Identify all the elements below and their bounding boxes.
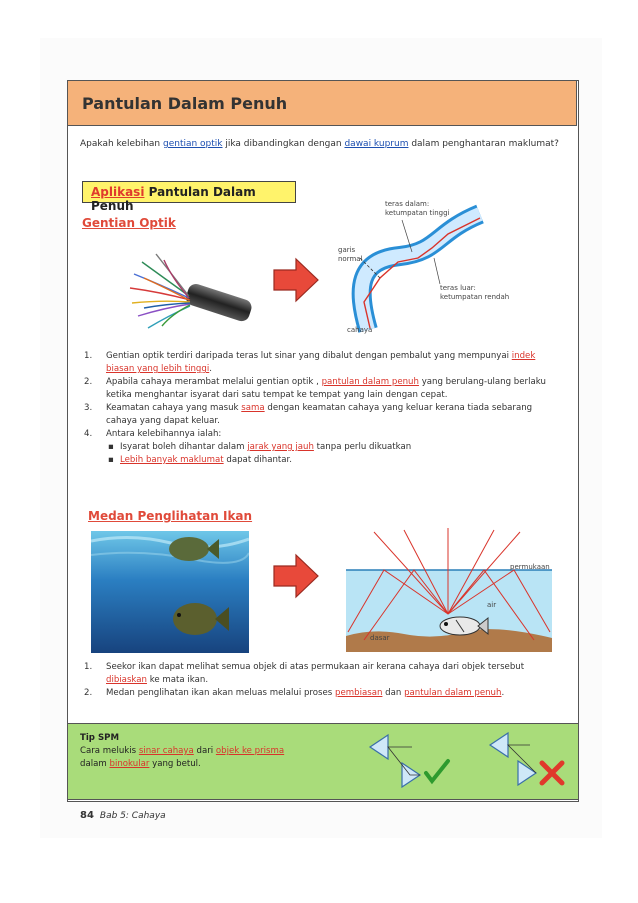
dawai-kuprum-link[interactable]: dawai kuprum <box>344 139 409 149</box>
question-text: Apakah kelebihan gentian optik jika dibandingkan dengan dawai kuprum dalam penghantaran maklumat? <box>80 139 559 149</box>
page-title: Pantulan Dalam Penuh <box>82 94 288 113</box>
tip-text: Tip SPM Cara melukis sinar cahaya dari objek ke prisma dalam binokular yang betul. <box>80 733 285 769</box>
arrow-right-icon <box>272 552 320 600</box>
outer-label: teras luar: ketumpatan rendah <box>440 284 510 301</box>
optical-fiber-diagram <box>340 198 510 338</box>
fiber-cable-image <box>104 248 254 336</box>
fish-points-list <box>84 661 562 700</box>
list-item: 4. Antara kelebihannya ialah: <box>84 429 222 439</box>
chapter-label: Bab 5: Cahaya <box>99 811 166 821</box>
tip-heading: Tip SPM <box>80 733 119 743</box>
core-label: teras dalam: ketumpatan tinggi <box>385 200 450 217</box>
normal-label: garis normal <box>338 246 363 263</box>
list-item: 3. Keamatan cahaya yang masuk sama dengan keamatan cahaya yang keluar kerana tiada sebarang cahaya yang dapat keluar. <box>84 403 533 426</box>
application-heading: Aplikasi Pantulan Dalam Penuh <box>82 181 296 203</box>
bottom-label: dasar <box>370 634 390 642</box>
list-item: 2. Apabila cahaya merambat melalui gentian optik , pantulan dalam penuh yang berulang-ulang berlaku ketika menghantar isyarat dari satu tempat ke tempat yang lain dengan cepat. <box>84 377 546 400</box>
underwater-fish-photo <box>91 531 249 653</box>
page-footer <box>80 810 166 821</box>
surface-label: permukaan <box>510 563 550 571</box>
title-bar <box>67 80 577 126</box>
fish-heading: Medan Penglihatan Ikan <box>88 509 253 523</box>
page-number: 84 <box>80 810 94 821</box>
prism-wrong-diagram <box>484 731 572 789</box>
list-item: 1. Gentian optik terdiri daripada teras lut sinar yang dibalut dengan pembalut yang mempunyai indek biasan yang lebih tinggi. <box>84 351 536 374</box>
water-label: air <box>487 601 497 609</box>
list-item: 2. Medan penglihatan ikan akan meluas melalui proses pembiasan dan pantulan dalam penuh. <box>84 688 505 698</box>
list-item: 1. Seekor ikan dapat melihat semua objek di atas permukaan air kerana cahaya dari objek tersebut dibiaskan ke mata ikan. <box>84 662 525 685</box>
fiber-heading: Gentian Optik <box>82 216 176 230</box>
prism-correct-diagram <box>366 733 456 789</box>
fiber-points-list <box>84 350 562 467</box>
gentian-optik-link[interactable]: gentian optik <box>162 139 223 149</box>
arrow-right-icon <box>272 256 320 304</box>
list-subitem: ▪ Isyarat boleh dihantar dalam jarak yang jauh tanpa perlu dikuatkan <box>108 442 412 452</box>
list-subitem: ▪ Lebih banyak maklumat dapat dihantar. <box>108 455 293 465</box>
light-label: cahaya <box>347 326 373 334</box>
